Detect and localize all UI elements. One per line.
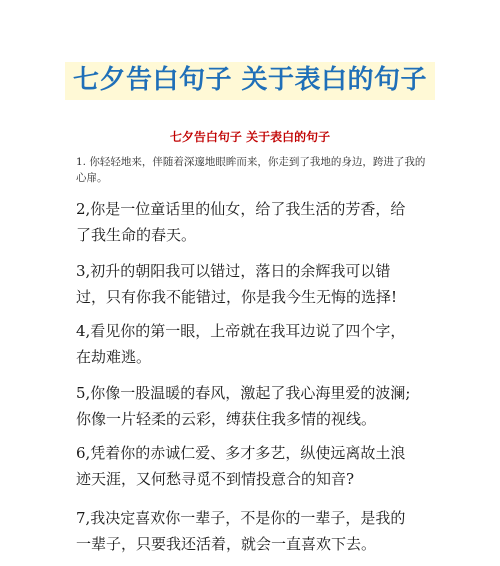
article-subtitle: 七夕告白句子 关于表白的句子 <box>169 130 331 144</box>
title-banner-wrapper <box>0 62 500 100</box>
paragraph-2: 2,你是一位童话里的仙女，给了我生活的芳香，给了我生命的春天。 <box>76 200 406 244</box>
paragraph-6: 6,凭着你的赤诚仁爱、多才多艺，纵使远离故土浪迹天涯，又何愁寻觅不到情投意合的知音? <box>76 444 406 488</box>
page-title: 七夕告白句子 关于表白的句子 <box>65 62 435 100</box>
paragraph-5: 5,你像一股温暖的春风，激起了我心海里爱的波澜;你像一片轻柔的云彩，缚获住我多情的视线。 <box>76 384 411 428</box>
paragraph-4: 4,看见你的第一眼，上帝就在我耳边说了四个字，在劫难逃。 <box>76 322 406 366</box>
paragraph-1: 1. 你轻轻地来，伴随着深邃地眼眸而来，你走到了我地的身边，跨进了我的心扉。 <box>76 156 426 184</box>
paragraph-3: 3,初升的朝阳我可以错过，落日的余辉我可以错过，只有你我不能错过，你是我今生无悔的选择! <box>76 262 398 306</box>
paragraph-7: 7,我决定喜欢你一辈子，不是你的一辈子，是我的一辈子，只要我还活着，就会一直喜欢下去。 <box>76 509 406 553</box>
